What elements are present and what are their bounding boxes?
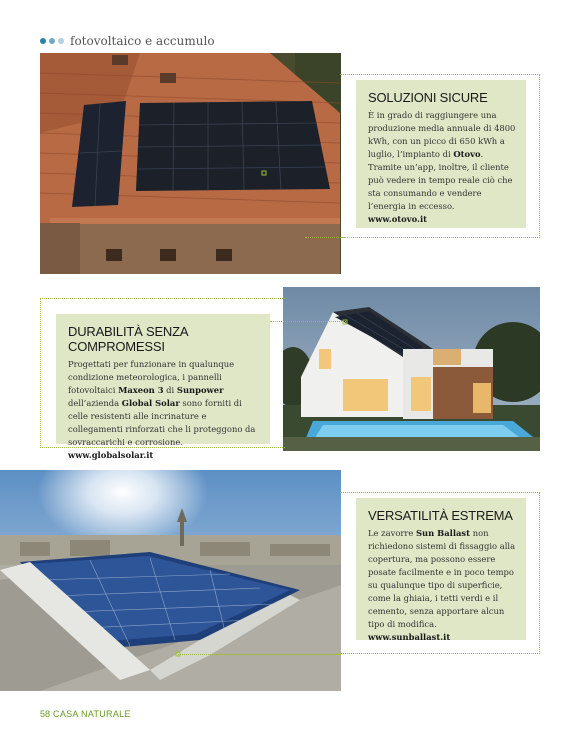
website-link[interactable]: www.otovo.it — [368, 214, 428, 224]
header-dots — [40, 38, 64, 44]
body-text: non richiedono sistemi di fissaggio alla copertura, ma possono essere posate facilmente e in poco tempo su qualunque tipo di superficie, come la ghiaia, i tetti verdi e il cemento, senza apportare alcun tipo di modifica. — [368, 528, 516, 629]
dot-icon — [49, 38, 55, 44]
section-label: fotovoltaico e accumulo — [70, 34, 215, 48]
photo-flat-roof-panels — [0, 470, 341, 691]
section-header — [40, 34, 215, 48]
page-footer — [40, 709, 131, 719]
connector-line — [340, 492, 540, 654]
house-illustration — [283, 287, 540, 451]
website-link[interactable]: www.sunballast.it — [368, 632, 451, 642]
connector-line — [270, 321, 346, 322]
body-text: di — [163, 385, 177, 395]
brand-name: Otovo — [453, 149, 481, 159]
page-number: 58 — [40, 709, 51, 719]
box-title: VERSATILITÀ ESTREMA — [368, 508, 513, 523]
connector-line — [178, 654, 341, 655]
roof-illustration — [40, 53, 341, 274]
photo-roof-panels — [40, 53, 341, 274]
magazine-name: CASA NATURALE — [53, 709, 131, 719]
connector-line — [305, 237, 345, 238]
photo-modern-house — [283, 287, 540, 451]
company-name: Global Solar — [121, 398, 180, 408]
dot-icon — [58, 38, 64, 44]
box-title: SOLUZIONI SICURE — [368, 90, 488, 105]
body-text: dell’azienda — [68, 398, 122, 408]
brand-name: Sun Ballast — [416, 528, 471, 538]
brand-name: Sunpower — [176, 385, 224, 395]
website-link[interactable]: www.globalsolar.it — [68, 450, 154, 460]
body-text: sono forniti di celle resistenti alle incrinature e collegamenti rinforzati che li proteggono da sovraccarichi e corrosione. — [68, 398, 256, 447]
connector-line — [340, 74, 540, 238]
flat-roof-illustration — [0, 470, 341, 691]
body-text: Le zavorre — [368, 528, 416, 538]
product-name: Maxeon 3 — [118, 385, 164, 395]
dot-icon — [40, 38, 46, 44]
body-text: . Tramite un’app, inoltre, il cliente può vedere in tempo reale ciò che sta consumando e vendere l’energia in eccesso. — [368, 149, 513, 211]
box-title: DURABILITÀ SENZA COMPROMESSI — [68, 324, 188, 354]
body-text: Progettati per funzionare in qualunque condizione meteorologica, i pannelli fotovoltaici — [68, 359, 235, 395]
body-text: È in grado di raggiungere una produzione media annuale di 4800 kWh, con un picco di 650 kWh a luglio, l’impianto di — [368, 110, 516, 159]
connector-line — [40, 298, 285, 448]
